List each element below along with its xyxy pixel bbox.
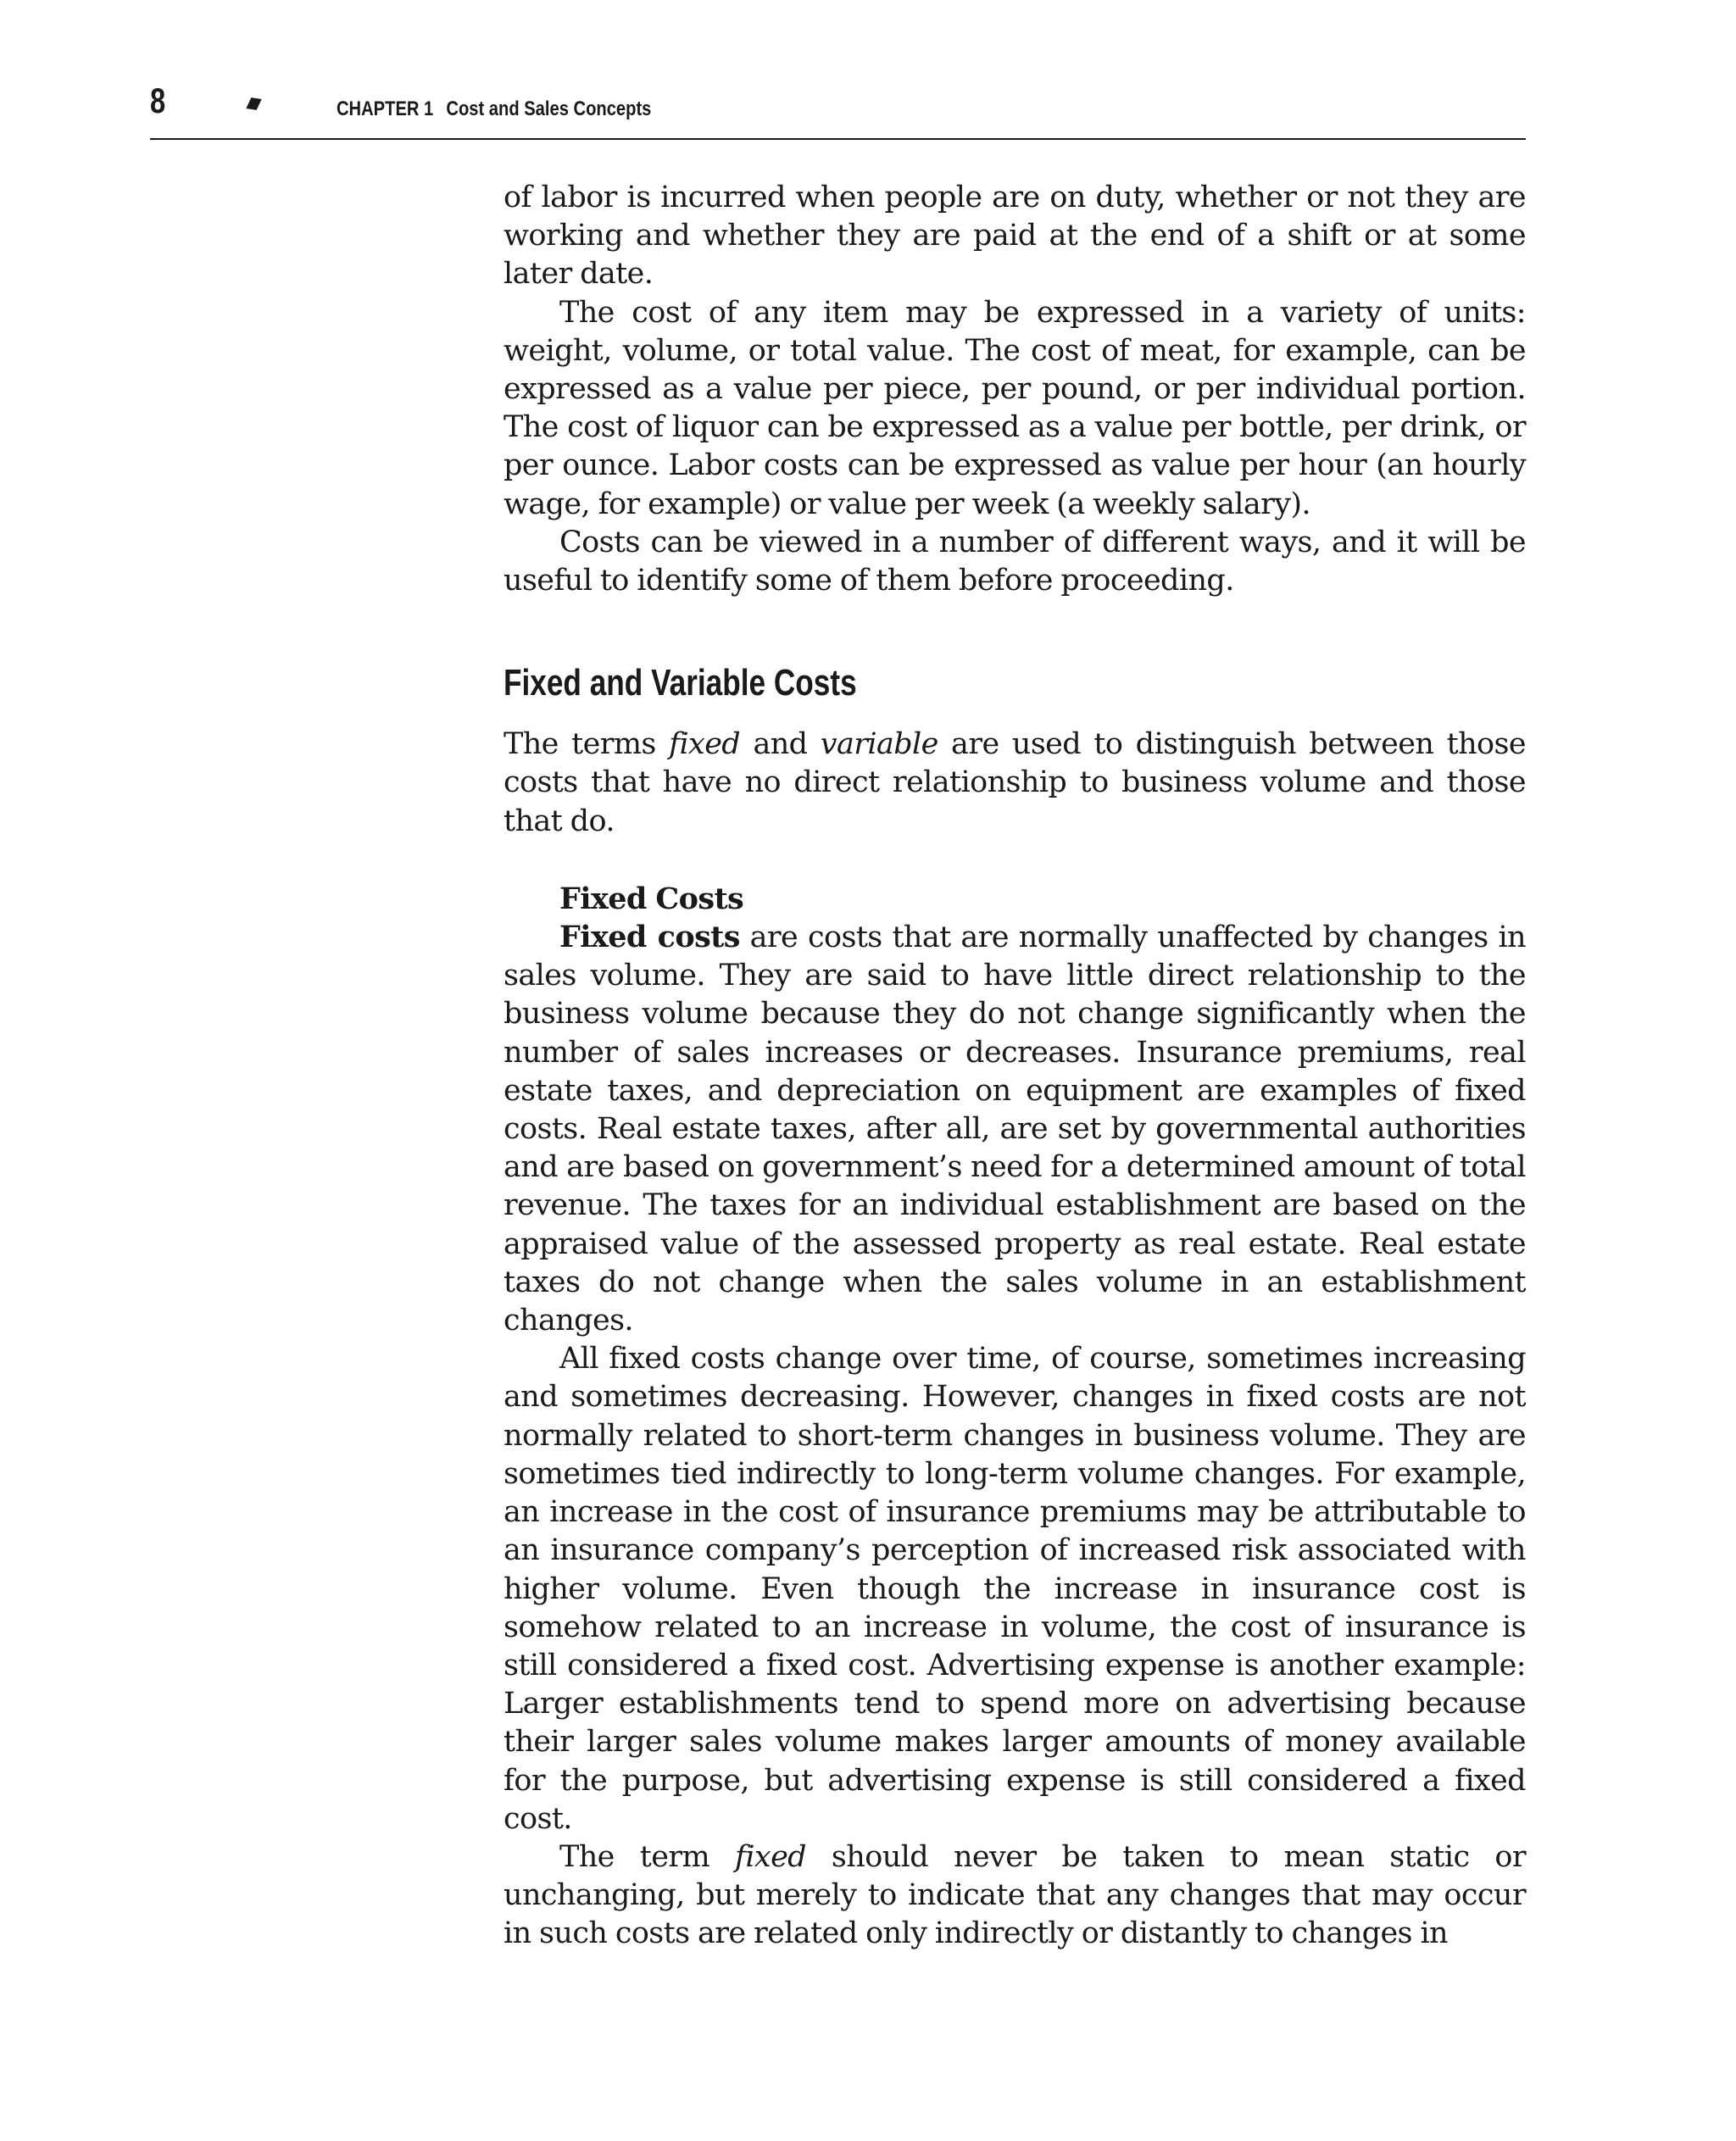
- bullet-mark-icon: [246, 97, 261, 110]
- paragraph-5-text: are costs that are normally unaffected by changes in sales volume. They are said to have little direct relationship to the business volume because they do not change significantly when the number of sales increases or decreases. Insurance premiums, real estate taxes, and depreciation on equipment are examples of fixed costs. Real estate taxes, after all, are set by governmental authorities and are based on government’s need for a determined amount of total revenue. The taxes for an individual establishment are based on the appraised value of the assessed property as real estate. Real estate taxes do not change when the sales volume in an establishment changes.: [504, 920, 1526, 1338]
- paragraph-6: All fixed costs change over time, of course, sometimes increasing and sometimes decreasing. However, changes in fixed costs are not normally related to short-term changes in business volume. They are sometimes tied indirectly to long-term volume changes. For example, an increase in the cost of insurance premiums may be attributable to an insurance company’s perception of increased risk associated with higher volume. Even though the increase in insurance cost is somehow related to an increase in volume, the cost of insurance is still considered a fixed cost. Advertising expense is another example: Larger establishments tend to spend more on advertising because their larger sales volume makes larger amounts of money available for the purpose, but advertising expense is still considered a fixed cost.: [504, 1342, 1526, 1836]
- page-number: 8: [150, 81, 166, 120]
- chapter-title: Cost and Sales Concepts: [446, 97, 652, 120]
- paragraph-7-text-b: should never be taken to mean static or unchanging, but merely to indicate that any changes that may occur in such costs are related only indirectly or distantly to changes in: [504, 1839, 1526, 1951]
- running-head: [337, 99, 651, 120]
- page-body: [504, 179, 1526, 1954]
- paragraph-5: [504, 918, 1526, 1340]
- term-variable: variable: [820, 727, 938, 762]
- section-heading: Fixed and Variable Costs: [504, 662, 857, 704]
- subsection-heading: Fixed Costs: [559, 881, 744, 916]
- paragraph-3: Costs can be viewed in a number of different ways, and it will be useful to identify some of them before proceeding.: [504, 525, 1526, 598]
- term-fixed: fixed: [669, 727, 741, 762]
- paragraph-7: [504, 1838, 1526, 1954]
- paragraph-1: of labor is incurred when people are on duty, whether or not they are working and whether they are paid at the end of a shift or at some later date.: [504, 181, 1526, 292]
- term-fixed-costs: Fixed costs: [559, 920, 740, 955]
- paragraph-7-text-a: The term: [559, 1839, 735, 1874]
- paragraph-4-text-a: The terms: [504, 727, 670, 762]
- term-fixed-italic: fixed: [734, 1839, 806, 1874]
- paragraph-4-text-c: are used to distinguish between those costs that have no direct relationship to business volume and those that do.: [504, 727, 1526, 838]
- running-header: [150, 81, 1526, 141]
- header-rule: [150, 138, 1526, 140]
- chapter-label: CHAPTER 1: [337, 97, 434, 120]
- paragraph-4-text-b: and: [740, 727, 821, 762]
- paragraph-2: The cost of any item may be expressed in a variety of units: weight, volume, or total value. The cost of meat, for example, can be expressed as a value per piece, per pound, or per individual portion. The cost of liquor can be expressed as a value per bottle, per drink, or per ounce. Labor costs can be expressed as value per hour (an hourly wage, for example) or value per week (a weekly salary).: [504, 295, 1526, 521]
- paragraph-4: [504, 726, 1526, 841]
